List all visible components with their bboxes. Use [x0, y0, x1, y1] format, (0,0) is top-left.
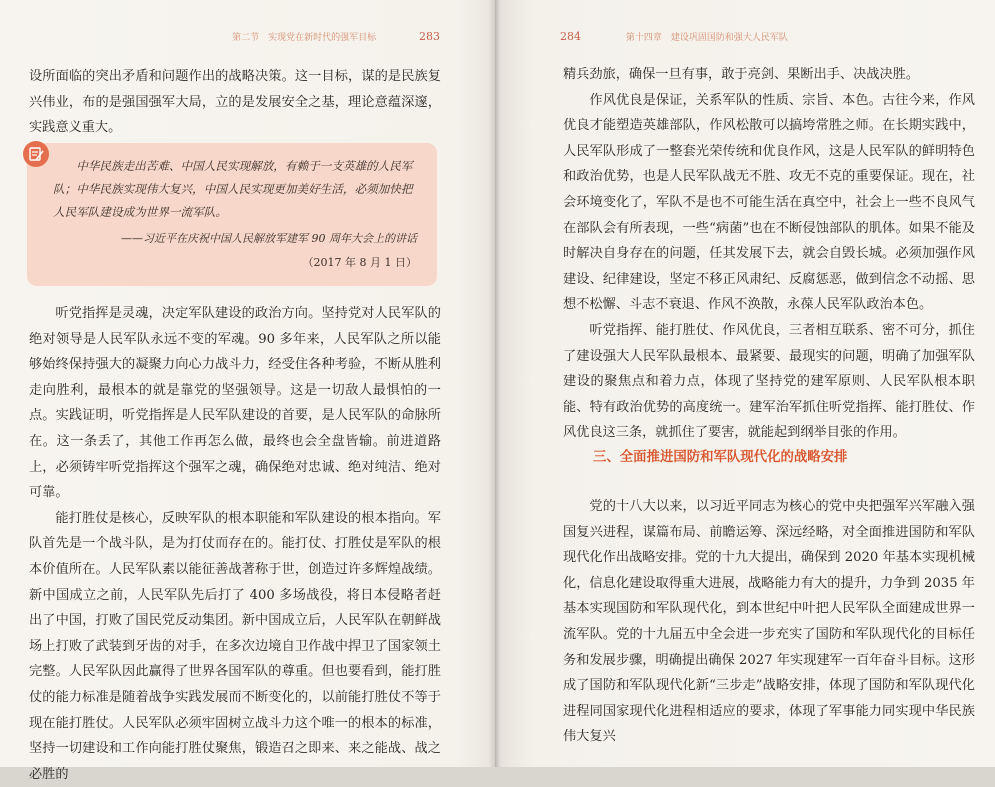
paragraph: 能打胜仗是核心，反映军队的根本职能和军队建设的根本指向。军队首先是一个战斗队，是为打仗而存在的。能打仗、打胜仗是军队的根本价值所在。人民军队素以能征善战著称于世，创造过许多辉煌战绩。新中国成立之前，人民军队先后打了 400 多场战役，将日本侵略者赶出了中国，打败了国民党反动集团。新中国成立后，人民军队在朝鲜战场上打败了武装到牙齿的对手，在多次边境自卫作战中捍卫了国家领土完整。人民军队因此赢得了世界各国军队的尊重。但也要看到，能打胜仗的能力标准是随着战争实践发展而不断变化的，以前能打胜仗不等于现在能打胜仗。人民军队必须牢固树立战斗力这个唯一的根本的标准，坚持一切建设和工作向能打胜仗聚焦，锻造召之即来、来之能战、战之必胜的 — [29, 510, 441, 782]
right-top-text — [563, 62, 975, 446]
pen-paper-icon — [23, 141, 49, 167]
quote-source: ——习近平在庆祝中国人民解放军建军 90 周年大会上的讲话 — [121, 232, 417, 245]
left-main-text — [29, 301, 441, 787]
paragraph: 听党指挥、能打胜仗、作风优良，三者相互联系、密不可分，抓住了建设强大人民军队最根本、最紧要、最现实的问题，明确了加强军队建设的聚焦点和着力点，体现了坚持党的建军原则、人民军队根本职能、特有政治优势的高度统一。建军治军抓住听党指挥、能打胜仗、作风优良这三条，就抓住了要害，就能起到纲举目张的作用。 — [563, 322, 975, 441]
paragraph: 作风优良是保证，关系军队的性质、宗旨、本色。古往今来，作风优良才能塑造英雄部队，作风松散可以搞垮常胜之师。在长期实践中，人民军队形成了一整套光荣传统和优良作风，这是人民军队的鲜明特色和政治优势，也是人民军队战无不胜、攻无不克的重要保证。现在，社会环境变化了，军队不是也不可能生活在真空中，社会上一些不良风气在部队会有所表现，一些“病菌”也在不断侵蚀部队的肌体。如果不能及时解决自身存在的问题，任其发展下去，就会自毁长城。必须加强作风建设、纪律建设，坚定不移正风肃纪、反腐惩恶，做到信念不动摇、思想不松懈、斗志不衰退、作风不涣散，永葆人民军队政治本色。 — [563, 92, 975, 313]
quote-text — [53, 155, 423, 224]
section-heading: 三、全面推进国防和军队现代化的战略安排 — [593, 450, 848, 465]
paragraph: 听党指挥是灵魂，决定军队建设的政治方向。坚持党对人民军队的绝对领导是人民军队永远不变的军魂。90 多年来，人民军队之所以能够始终保持强大的凝聚力向心力战斗力，经受住各种考验，不断从胜利走向胜利，最根本的就是靠党的坚强领导。这是一切敌人最惧怕的一点。实践证明，听党指挥是人民军队建设的首要，是人民军队的命脉所在。这一条丢了，其他工作再怎么做，最终也会全盘皆输。前进道路上，必须铸牢听党指挥这个强军之魂，确保绝对忠诚、绝对纯洁、绝对可靠。 — [29, 306, 441, 501]
paragraph: 党的十八大以来，以习近平同志为核心的党中央把强军兴军融入强国复兴进程，谋篇布局、前瞻运筹、深远经略，对全面推进国防和军队现代化作出战略安排。党的十九大提出，确保到 2020 年基本实现机械化，信息化建设取得重大进展，战略能力有大的提升，力争到 2035 年基本实现国防和军队现代化，到本世纪中叶把人民军队全面建成世界一流军队。党的十九届五中全会进一步充实了国防和军队现代化的目标任务和发展步骤，明确提出确保 2027 年实现建军一百年奋斗目标。这形成了国防和军队现代化新“三步走”战略安排，体现了国防和军队现代化进程同国家现代化进程相适应的要求，体现了军事能力同实现中华民族伟大复兴 — [563, 499, 975, 745]
right-page-number: 284 — [560, 30, 581, 43]
right-bottom-text — [563, 494, 975, 750]
left-top-text: 设所面临的突出矛盾和问题作出的战略决策。这一目标，谋的是民族复兴伟业，布的是强国强军大局，立的是发展安全之基，理论意蕴深邃，实践意义重大。 — [29, 69, 441, 136]
quote-body: 中华民族走出苦难、中国人民实现解放，有赖于一支英雄的人民军队；中华民族实现伟大复兴，中国人民实现更加美好生活，必须加快把人民军队建设成为世界一流军队。 — [53, 159, 413, 219]
left-running-header — [0, 30, 440, 43]
left-header-section: 第二节 实现党在新时代的强军目标 — [232, 33, 377, 43]
right-running-header — [560, 30, 788, 43]
right-header-chapter: 第十四章 建设巩固国防和强大人民军队 — [625, 33, 788, 43]
quote-date: （2017 年 8 月 1 日） — [302, 256, 417, 269]
left-top-paragraph — [29, 64, 441, 141]
book-spine-shadow — [488, 0, 502, 767]
left-page-number: 283 — [419, 30, 440, 43]
paragraph: 精兵劲旅，确保一旦有事，敢于亮剑、果断出手、决战决胜。 — [563, 67, 920, 82]
